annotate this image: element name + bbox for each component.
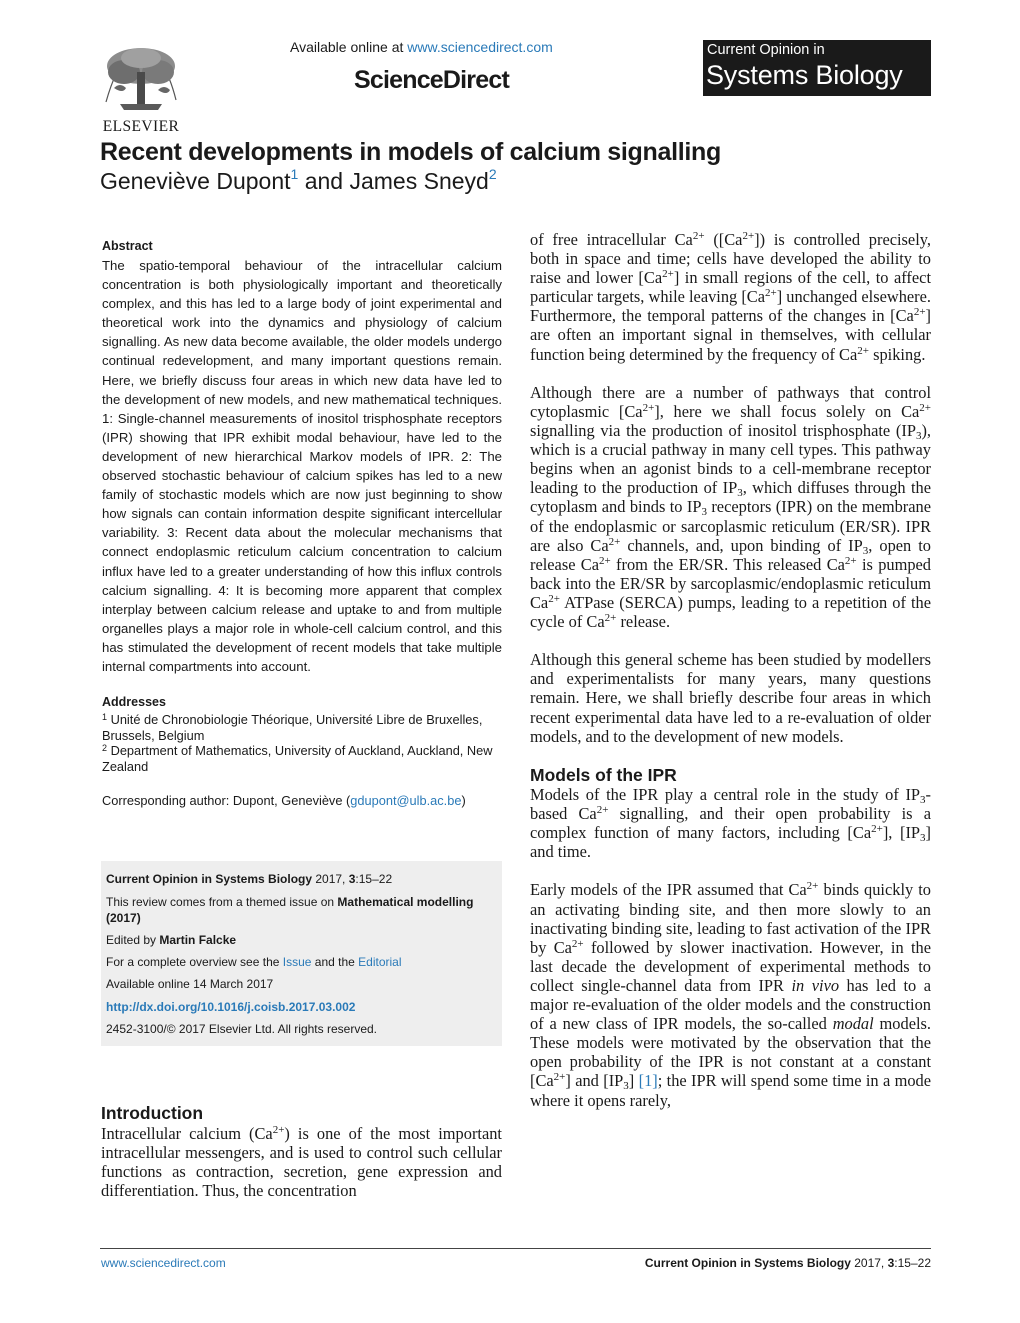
article-title: Recent developments in models of calcium signalling	[100, 138, 721, 166]
p4-u1: 3	[920, 793, 926, 806]
info-year: 2017,	[312, 872, 349, 886]
abstract-text: The spatio-temporal behaviour of the intracellular calcium concentration is both physiologically important and theoretically complex, and this has led to a large body of joint experimental and theoretical work into the dynamics and physiology of calcium signalling. As new data become available, the older models undergo continual redevelopment, and many important questions remain. Here, we briefly discuss four areas in which new data have led to the development of new models, and new mathematical techniques. 1: Single-channel measurements of inositol trisphosphate receptors (IPR) showing that IPR exhibit modal behaviour, have led to the development of new hierarchical Markov models of IPR. 2: The observed stochastic behaviour of calcium spikes has led to a new family of stochastic models which are now just beginning to show how signals can contain information despite significant intercellular variability. 3: Recent data about the molecular mechanisms that connect endoplasmic reticulum calcium concentration to calcium influx have led to a greater understanding of how this influx controls calcium signalling. 4: It is becoming more apparent that complex interplay between calcium release and uptake to and from multiple organelles plays a major role in whole-cell calcium control, and this has stimulated the development of recent models that take multiple internal compartments into account.	[102, 258, 502, 674]
p4-d: ], [IP	[882, 823, 921, 843]
p2-d: ), which is a crucial pathway in many cell types. This pathway begins when an agonist binds to a cell-membrane receptor leading to the production of IP	[530, 421, 931, 498]
p4-s1: 2+	[596, 804, 609, 816]
p1-f: ] are often an important signal in themselves, with cellular function being determined by the frequency of Ca	[530, 306, 931, 364]
p4-b: -based Ca	[530, 784, 931, 823]
p2-s3: 2+	[608, 535, 621, 548]
p4-a: Models of the IPR play a central role in the study of IP	[530, 784, 921, 804]
p4-u2: 3	[920, 832, 926, 845]
p4-e: ] and time.	[530, 823, 931, 862]
info-theme-year: (2017)	[106, 910, 141, 925]
p5-italic-in-vivo: in vivo	[791, 975, 840, 995]
p1-s1: 2+	[692, 230, 705, 242]
author-2-affiliation-marker[interactable]: 2	[488, 166, 497, 182]
left-column	[102, 238, 502, 809]
info-theme-name: Mathematical modelling	[337, 895, 474, 909]
author-1: Geneviève Dupont	[100, 168, 291, 194]
paragraph-2	[530, 383, 931, 631]
p5-s1: 2+	[806, 880, 819, 893]
info-volume: 3	[348, 872, 356, 886]
p1-g: spiking.	[868, 344, 926, 364]
corresponding-author	[102, 793, 502, 809]
journal-banner	[703, 40, 931, 96]
p2-s4: 2+	[599, 554, 611, 567]
p1-s3: 2+	[662, 268, 674, 281]
info-editor	[106, 933, 236, 949]
p2-e: , which diffuses through the cytoplasm and binds to IP	[530, 478, 931, 517]
footer-pages: :15–22	[894, 1256, 931, 1270]
journal-banner-line1: Current Opinion in	[707, 42, 825, 58]
available-prefix: Available online at	[290, 39, 408, 55]
address-2-text: Department of Mathematics, University of Auckland, Auckland, New Zealand	[102, 743, 493, 775]
addresses-heading: Addresses	[102, 695, 166, 710]
info-overview	[106, 955, 402, 971]
sciencedirect-wordmark: ScienceDirect	[354, 66, 509, 94]
footer-year: 2017,	[850, 1256, 888, 1270]
introduction-paragraph	[101, 1124, 502, 1200]
info-edited-prefix: Edited by	[106, 933, 160, 947]
article-info-box	[101, 861, 502, 1046]
footer-divider	[100, 1248, 931, 1249]
p2-h: , open to release Ca	[530, 535, 931, 574]
p2-u2: 3	[737, 487, 743, 500]
p2-s1: 2+	[642, 401, 655, 414]
p1-s6: 2+	[857, 344, 869, 357]
p2-l: release.	[616, 611, 671, 631]
intro-sup: 2+	[272, 1124, 285, 1136]
p1-s2: 2+	[742, 230, 755, 242]
p1-e: ] unchanged elsewhere. Furthermore, the temporal patterns of the changes in [Ca	[530, 287, 931, 326]
info-theme-prefix: This review comes from a themed issue on	[106, 895, 338, 909]
p5-s2: 2+	[571, 937, 584, 950]
p1-c: ]) is controlled precisely, both in space and time; cells have developed the ability to raise and lower [Ca	[530, 230, 931, 288]
corresponding-prefix: Corresponding author: Dupont, Geneviève (	[102, 792, 351, 808]
intro-text-b: ) is one of the most important intracellular messengers, and is used to control such cellular functions as contraction, secretion, gene expression and differentiation. Thus, the concentration	[101, 1124, 502, 1201]
footer-left	[101, 1256, 226, 1270]
p2-s6: 2+	[548, 592, 560, 605]
elsevier-tree-icon	[100, 42, 182, 114]
author-1-affiliation-marker[interactable]: 1	[290, 166, 299, 182]
p1-s4: 2+	[765, 287, 777, 300]
footer-volume: 3	[887, 1256, 895, 1270]
p1-b: ([Ca	[704, 230, 743, 249]
p5-a: Early models of the IPR assumed that Ca	[530, 880, 807, 900]
p5-h: ; the IPR will spend some time in a mode where it opens rarely,	[530, 1071, 931, 1110]
sciencedirect-link[interactable]: www.sciencedirect.com	[407, 39, 553, 55]
p4-c: signalling, and their open probability is a complex function of many factors, including [Ca	[530, 804, 931, 843]
p2-u3: 3	[701, 506, 707, 519]
introduction-body	[101, 1124, 502, 1220]
p2-u4: 3	[862, 544, 869, 557]
intro-text-a: Intracellular calcium (Ca	[101, 1124, 273, 1143]
p2-b: ], here we shall focus solely on Ca	[654, 401, 920, 421]
p5-b: binds quickly to an activating binding site, and then more slowly to an inactivating binding site, leading to fast activation of the IPR by Ca	[530, 880, 931, 957]
paragraph-1	[530, 230, 931, 364]
address-1	[102, 712, 502, 743]
p2-i: from the ER/SR. This released Ca	[610, 554, 845, 574]
elsevier-wordmark: ELSEVIER	[102, 118, 180, 135]
p2-s5: 2+	[844, 554, 857, 567]
p2-c: signalling via the production of inositol trisphosphate (IP	[530, 421, 916, 441]
section-heading-ipr-models: Models of the IPR	[530, 764, 677, 785]
info-overview-prefix: For a complete overview see the	[106, 955, 283, 969]
address-1-text: Unité de Chronobiologie Théorique, Université Libre de Bruxelles, Brussels, Belgium	[102, 712, 483, 743]
info-available: Available online 14 March 2017	[106, 977, 274, 991]
corresponding-email-link[interactable]: gdupont@ulb.ac.be	[350, 792, 462, 808]
corresponding-suffix: )	[461, 792, 466, 808]
p2-u1: 3	[915, 430, 922, 443]
paragraph-4	[530, 785, 931, 861]
info-doi	[106, 1000, 355, 1016]
p2-j: is pumped back into the ER/SR by sarcoplasmic/endoplasmic reticulum Ca	[530, 554, 931, 612]
p1-s5: 2+	[913, 306, 926, 319]
available-online-line	[290, 39, 553, 55]
author-2: and James Sneyd	[298, 168, 489, 194]
doi-link[interactable]: http://dx.doi.org/10.1016/j.coisb.2017.03.002	[106, 1000, 356, 1014]
p5-g: ]	[628, 1071, 639, 1091]
elsevier-logo	[100, 42, 182, 135]
info-journal: Current Opinion in Systems Biology	[106, 872, 313, 886]
p1-a: of free intracellular Ca	[530, 230, 693, 249]
info-pages: :15–22	[355, 872, 393, 886]
p2-a: Although there are a number of pathways that control cytoplasmic [Ca	[530, 382, 931, 421]
issue-link[interactable]: Issue	[282, 955, 312, 969]
reference-1-link[interactable]: [1]	[638, 1071, 658, 1091]
p1-d: ] in small regions of the cell, to affect particular targets, while leaving [Ca	[530, 268, 931, 307]
p2-s2: 2+	[919, 401, 932, 414]
footer-journal: Current Opinion in Systems Biology	[644, 1256, 851, 1270]
paragraph-5	[530, 880, 931, 1109]
info-overview-mid: and the	[311, 955, 359, 969]
p5-e: models. These models were motivated by the observation that the open probability of the IPR is not constant at a constant [Ca	[530, 1014, 932, 1091]
p5-s3: 2+	[553, 1071, 566, 1084]
p2-f: receptors (IPR) on the membrane of the endoplasmic or sarcoplasmic reticulum (ER/SR). IPR are also Ca	[530, 497, 931, 555]
p5-f: ] and [IP	[565, 1071, 624, 1091]
p5-u1: 3	[623, 1080, 629, 1093]
abstract-heading: Abstract	[102, 239, 153, 253]
p5-d: has led to a major re-evaluation of the older models and the construction of a new class of IPR models, the so-called	[530, 975, 931, 1034]
info-copyright: 2452-3100/© 2017 Elsevier Ltd. All rights reserved.	[106, 1022, 377, 1036]
p2-g: channels, and, upon binding of IP	[620, 535, 863, 555]
address-2	[102, 743, 502, 774]
journal-banner-line2: Systems Biology	[706, 60, 903, 90]
info-citation	[106, 872, 392, 888]
p5-c: followed by slower inactivation. However, in the last decade the development of experimental methods to collect single-channel data from IPR	[530, 937, 931, 995]
p5-italic-modal: modal	[832, 1014, 874, 1034]
p2-k: ATPase (SERCA) pumps, leading to a repetition of the cycle of Ca	[530, 592, 931, 631]
info-theme	[106, 895, 473, 926]
address-1-marker: 1	[102, 712, 108, 723]
editorial-link[interactable]: Editorial	[358, 955, 402, 969]
author-line	[100, 168, 497, 195]
paragraph-3: Although this general scheme has been studied by modellers and experimentalists for many years, many questions remain. Here, we shall briefly describe four areas in which recent experimental data have led to a re-evaluation of older models, and to the development of new models.	[530, 650, 931, 746]
footer-sciencedirect-link[interactable]: www.sciencedirect.com	[101, 1256, 226, 1270]
right-column	[530, 230, 931, 1129]
address-2-marker: 2	[102, 743, 108, 754]
introduction-heading: Introduction	[101, 1103, 204, 1123]
p2-s7: 2+	[604, 611, 617, 624]
p4-s2: 2+	[871, 823, 883, 836]
info-editor-name: Martin Falcke	[159, 933, 237, 947]
footer-citation	[645, 1256, 931, 1270]
